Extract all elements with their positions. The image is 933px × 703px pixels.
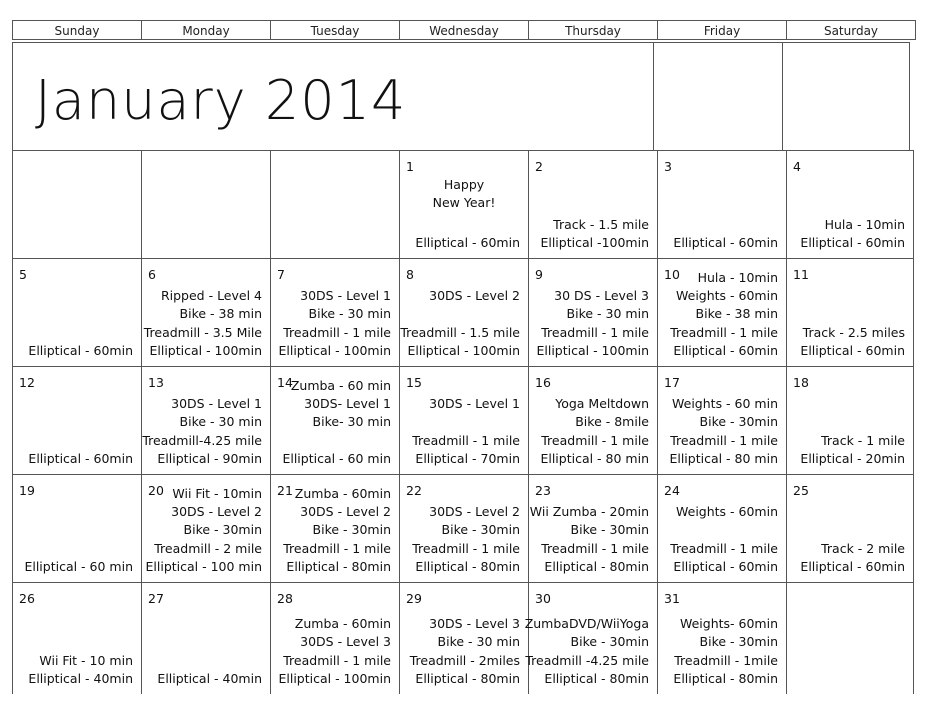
day-number: 1 [406,159,414,174]
workout-entry: Bike - 30min [570,522,649,538]
workout-entry: Bike - 38 min [179,306,262,322]
day-cell [528,150,657,258]
day-number: 27 [148,591,164,606]
workout-entry: Treadmill - 1 mile [283,324,391,340]
workout-entry: Treadmill - 1 mile [283,540,391,556]
day-number: 6 [148,267,156,282]
workout-entry: Treadmill - 3.5 Mile [143,324,262,340]
workout-entry: Elliptical - 60min [673,342,778,358]
workout-entry: Elliptical - 60 min [282,450,391,466]
workout-list [800,324,905,360]
workout-entry: Wii Zumba - 20min [529,504,649,520]
day-number: 22 [406,483,422,498]
workout-entry: 30DS- Level 1 [304,396,391,412]
workout-entry: Treadmill - 1 mile [670,324,778,340]
day-cell [141,582,270,694]
workout-list [673,615,778,688]
workout-entry: Bike - 30min [441,522,520,538]
workout-entry: Treadmill - 2miles [409,652,520,668]
workout-entry: Elliptical - 80min [673,670,778,686]
workout-entry: 30DS - Level 2 [429,288,520,304]
workout-entry: Treadmill -4.25 mile [525,652,649,668]
workout-entry: 30DS - Level 2 [171,504,262,520]
workout-list [670,269,778,360]
workout-entry: Bike - 30 min [437,634,520,650]
day-cell [399,366,528,474]
workout-entry: Elliptical - 80 min [669,450,778,466]
holiday-note [400,176,528,212]
day-cell [657,258,786,366]
title-row [12,42,916,150]
day-cell [399,474,528,582]
day-number: 21 [277,483,293,498]
workout-entry: Elliptical - 100min [278,670,391,686]
workout-entry: Elliptical - 40min [157,670,262,686]
workout-list [157,670,262,688]
day-cell [12,150,141,258]
workout-entry: Wii Fit - 10min [172,485,262,501]
day-number: 12 [19,375,35,390]
day-number: 4 [793,159,801,174]
day-number: 26 [19,591,35,606]
workout-entry: Elliptical - 60min [28,342,133,358]
workout-list [28,652,133,688]
workout-entry: Bike - 30 min [566,306,649,322]
workout-entry: Elliptical - 60 min [24,558,133,574]
workout-entry: Elliptical - 70min [415,450,520,466]
day-number: 19 [19,483,35,498]
workout-list [144,287,262,360]
workout-entry: Elliptical - 60min [28,450,133,466]
workout-entry: Treadmill - 1 mile [541,432,649,448]
workout-entry [282,432,391,450]
workout-entry: Elliptical - 60min [673,558,778,574]
day-cell [528,366,657,474]
workout-list [673,234,778,252]
day-number: 10 [664,267,680,282]
day-number: 13 [148,375,164,390]
day-number: 29 [406,591,422,606]
workout-entry: 30DS - Level 2 [300,504,391,520]
week-row [12,150,916,258]
day-cell [786,474,914,582]
workout-entry: Treadmill - 1 mile [541,324,649,340]
day-cell [270,366,399,474]
day-number: 17 [664,375,680,390]
workout-list [800,540,905,576]
workout-entry: Elliptical - 100 min [145,558,262,574]
workout-entry: Wii Fit - 10 min [39,652,133,668]
day-number: 7 [277,267,285,282]
workout-list [24,558,133,576]
workout-list [142,395,262,468]
workout-entry: Treadmill - 1 mile [412,432,520,448]
day-number: 14 [277,375,293,390]
workout-list [28,342,133,360]
day-number: 16 [535,375,551,390]
workout-entry: Elliptical - 80min [415,670,520,686]
workout-entry: Treadmill - 2 mile [154,540,262,556]
week-row [12,582,916,694]
day-number: 9 [535,267,543,282]
day-cell [270,474,399,582]
calendar-grid [12,42,916,694]
workout-entry [400,305,520,323]
workout-entry: Elliptical - 60min [800,558,905,574]
workout-list [800,432,905,468]
workout-list [412,395,520,468]
workout-entry: Bike - 30min [699,414,778,430]
workout-entry: Bike - 30min [312,522,391,538]
workout-entry: Hula - 10min [697,269,778,285]
workout-entry: 30DS - Level 3 [300,634,391,650]
day-number: 24 [664,483,680,498]
day-cell [528,474,657,582]
day-cell [141,150,270,258]
weekday-friday: Friday [657,20,786,40]
day-cell [399,258,528,366]
day-cell [141,258,270,366]
workout-entry: 30DS - Level 3 [429,616,520,632]
month-title: January 2014 [35,69,407,132]
workout-list [800,216,905,252]
day-cell [786,258,914,366]
day-number: 18 [793,375,809,390]
workout-entry: 30DS - Level 1 [171,396,262,412]
workout-list [282,377,391,468]
workout-list [669,395,778,468]
workout-list [278,615,391,688]
workout-entry: 30DS - Level 1 [429,396,520,412]
workout-list [278,287,391,360]
day-cell [270,258,399,366]
workout-list [146,485,263,576]
day-cell [657,366,786,474]
weekday-sunday: Sunday [12,20,141,40]
workout-entry: Bike - 30 min [308,306,391,322]
day-cell [270,582,399,694]
workout-entry: Treadmill - 1 mile [670,540,778,556]
day-cell [786,366,914,474]
workout-entry: Elliptical - 80 min [540,450,649,466]
workout-entry: Weights- 60min [679,616,778,632]
day-number: 11 [793,267,809,282]
workout-list [540,216,649,252]
workout-list [410,615,520,688]
workout-list [530,503,649,576]
day-number: 25 [793,483,809,498]
workout-entry: Elliptical - 60min [800,342,905,358]
day-number: 5 [19,267,27,282]
workout-entry: Elliptical - 100min [278,342,391,358]
day-cell [12,366,141,474]
workout-entry: Bike - 30min [570,634,649,650]
workout-entry: 30DS - Level 2 [429,504,520,520]
workout-entry: Elliptical - 60min [673,234,778,250]
weekday-saturday: Saturday [786,20,916,40]
day-cell [12,474,141,582]
workout-list [536,287,649,360]
workout-entry: Zumba - 60min [294,485,391,501]
holiday-note-line: Happy [443,177,485,192]
workout-entry: Treadmill-4.25 mile [142,432,262,448]
workout-entry: Elliptical - 100min [149,342,262,358]
day-number: 23 [535,483,551,498]
workout-entry: Elliptical - 90min [157,450,262,466]
workout-entry: Bike - 30min [183,522,262,538]
workout-entry [670,521,778,539]
holiday-note-line: New Year! [432,195,496,210]
day-cell [12,258,141,366]
workout-list [283,485,391,576]
day-number: 3 [664,159,672,174]
workout-entry: Zumba - 60min [294,616,391,632]
weekday-wednesday: Wednesday [399,20,528,40]
day-cell [786,582,914,694]
workout-entry: Ripped - Level 4 [160,288,262,304]
workout-entry: Track - 2 mile [821,540,905,556]
workout-entry: Bike - 8mile [575,414,649,430]
workout-entry: Elliptical - 80min [286,558,391,574]
workout-list [670,503,778,576]
workout-entry: Weights - 60 min [672,396,778,412]
workout-entry: Treadmill - 1.5 mile [400,324,520,340]
workout-entry: Elliptical - 40min [28,670,133,686]
workout-entry: Treadmill - 1 mile [283,652,391,668]
day-cell [270,150,399,258]
workout-entry: Treadmill - 1 mile [412,540,520,556]
workout-entry: Elliptical - 100min [407,342,520,358]
workout-entry: Bike - 38 min [695,306,778,322]
calendar [12,20,916,703]
day-cell [399,150,528,258]
workout-entry: Track - 2.5 miles [802,324,905,340]
workout-entry: Track - 1.5 mile [553,216,649,232]
day-cell [657,474,786,582]
day-number: 28 [277,591,293,606]
week-row [12,474,916,582]
weekday-thursday: Thursday [528,20,657,40]
workout-entry: Treadmill - 1 mile [670,432,778,448]
workout-entry: Elliptical - 100min [536,342,649,358]
workout-entry: Bike- 30 min [312,414,391,430]
weekday-tuesday: Tuesday [270,20,399,40]
workout-entry: Elliptical - 80min [544,558,649,574]
day-cell [786,150,914,258]
workout-entry: Bike - 30 min [179,414,262,430]
workout-list [28,450,133,468]
workout-entry: 30 DS - Level 3 [554,288,649,304]
workout-entry: Track - 1 mile [821,432,905,448]
workout-list [415,234,520,252]
workout-list [525,615,649,688]
day-number: 8 [406,267,414,282]
day-cell [528,258,657,366]
day-number: 20 [148,483,164,498]
title-cell [12,42,653,150]
day-cell [141,366,270,474]
weekday-monday: Monday [141,20,270,40]
workout-entry: Zumba - 60 min [290,377,391,393]
workout-entry: Hula - 10min [824,216,905,232]
day-number: 31 [664,591,680,606]
week-row [12,366,916,474]
workout-entry: Yoga Meltdown [555,396,649,412]
day-cell [141,474,270,582]
day-cell [782,42,910,150]
workout-entry: Elliptical - 20min [800,450,905,466]
workout-entry: Elliptical - 80min [544,670,649,686]
workout-list [400,287,520,360]
workout-entry: Elliptical - 60min [415,234,520,250]
workout-entry: 30DS - Level 1 [300,288,391,304]
workout-entry: Treadmill - 1mile [674,652,778,668]
day-cell [657,150,786,258]
workout-entry [412,413,520,431]
day-number: 30 [535,591,551,606]
workout-list [412,503,520,576]
day-number: 2 [535,159,543,174]
day-number: 15 [406,375,422,390]
week-row [12,258,916,366]
workout-entry: Treadmill - 1 mile [541,540,649,556]
workout-entry: Weights - 60min [676,288,778,304]
workout-entry: Elliptical -100min [540,234,649,250]
day-cell [524,582,657,694]
workout-list [540,395,649,468]
workout-entry: Weights - 60min [676,504,778,520]
workout-entry: Bike - 30min [699,634,778,650]
day-cell [657,582,786,694]
day-cell [653,42,782,150]
workout-entry: Elliptical - 60min [800,234,905,250]
day-cell [399,582,528,694]
workout-entry: ZumbaDVD/WiiYoga [524,616,649,632]
weekday-header [12,20,916,42]
workout-entry: Elliptical - 80min [415,558,520,574]
day-cell [12,582,141,694]
